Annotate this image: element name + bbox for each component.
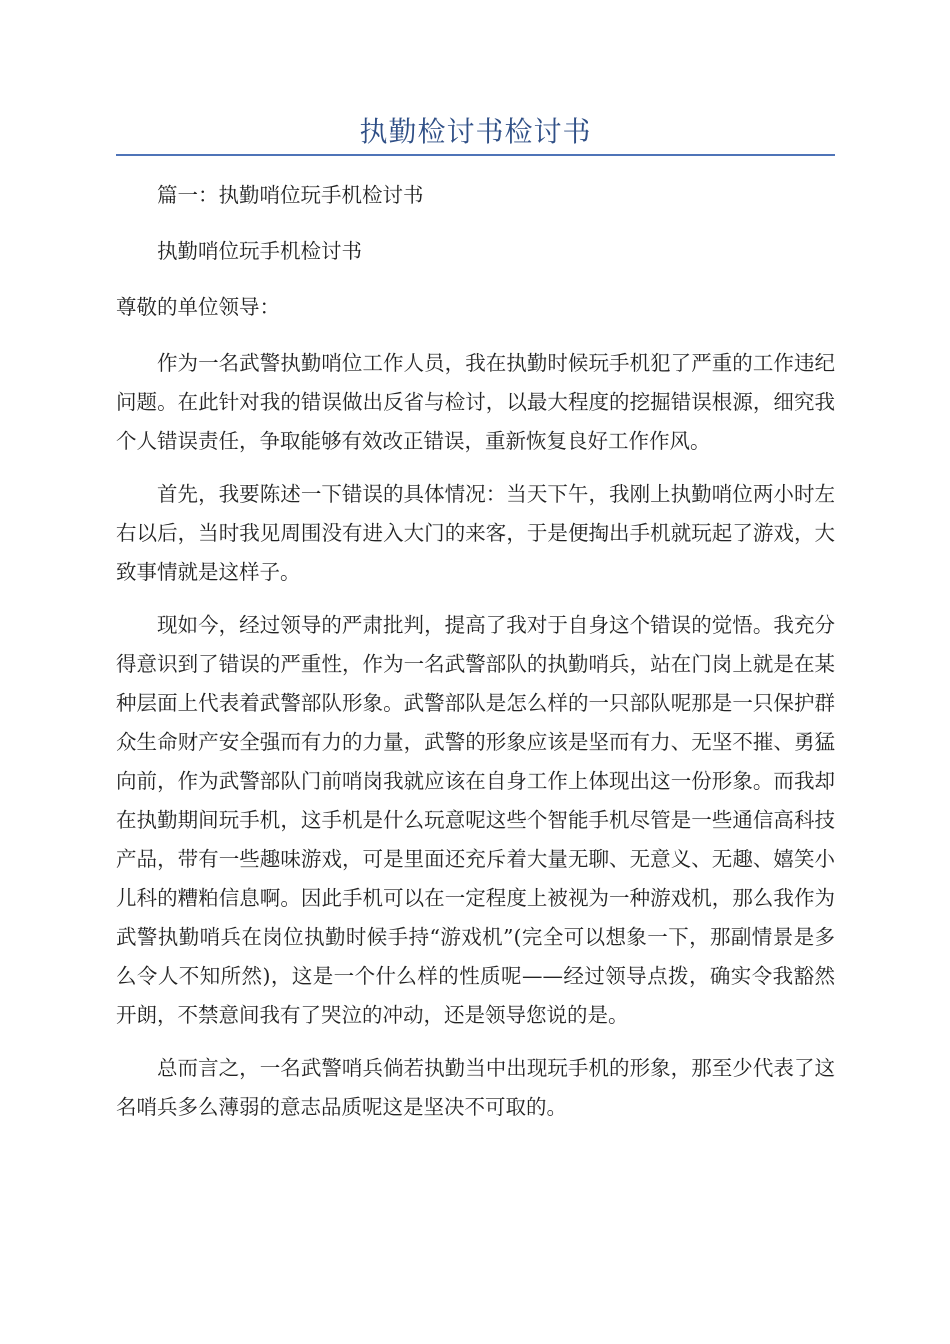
sub-heading: 执勤哨位玩手机检讨书 [157, 239, 362, 263]
section-heading: 篇一：执勤哨位玩手机检讨书 [157, 183, 424, 207]
document-body [116, 176, 835, 1141]
title-underline [116, 154, 835, 156]
paragraph-2: 首先，我要陈述一下错误的具体情况：当天下午，我刚上执勤哨位两小时左右以后，当时我见周围没有进入大门的来客，于是便掏出手机就玩起了游戏，大致事情就是这样子。 [116, 482, 835, 584]
paragraph-3: 现如今，经过领导的严肃批判，提高了我对于自身这个错误的觉悟。我充分得意识到了错误的严重性，作为一名武警部队的执勤哨兵，站在门岗上就是在某种层面上代表着武警部队形象。武警部队是怎么样的一只部队呢那是一只保护群众生命财产安全强而有力的力量，武警的形象应该是坚而有力、无坚不摧、勇猛向前，作为武警部队门前哨岗我就应该在自身工作上体现出这一份形象。而我却在执勤期间玩手机，这手机是什么玩意呢这些个智能手机尽管是一些通信高科技产品，带有一些趣味游戏，可是里面还充斥着大量无聊、无意义、无趣、嬉笑小儿科的糟粕信息啊。因此手机可以在一定程度上被视为一种游戏机，那么我作为武警执勤哨兵在岗位执勤时候手持“游戏机”(完全可以想象一下，那副情景是多么令人不知所然)，这是一个什么样的性质呢——经过领导点拨，确实令我豁然开朗，不禁意间我有了哭泣的冲动，还是领导您说的是。 [116, 613, 835, 1027]
paragraph-4: 总而言之，一名武警哨兵倘若执勤当中出现玩手机的形象，那至少代表了这名哨兵多么薄弱的意志品质呢这是坚决不可取的。 [116, 1056, 835, 1119]
paragraph-1: 作为一名武警执勤哨位工作人员，我在执勤时候玩手机犯了严重的工作违纪问题。在此针对我的错误做出反省与检讨，以最大程度的挖掘错误根源，细究我个人错误责任，争取能够有效改正错误，重新恢复良好工作作风。 [116, 351, 835, 453]
document-title: 执勤检讨书检讨书 [359, 115, 592, 148]
salutation: 尊敬的单位领导： [116, 295, 280, 319]
